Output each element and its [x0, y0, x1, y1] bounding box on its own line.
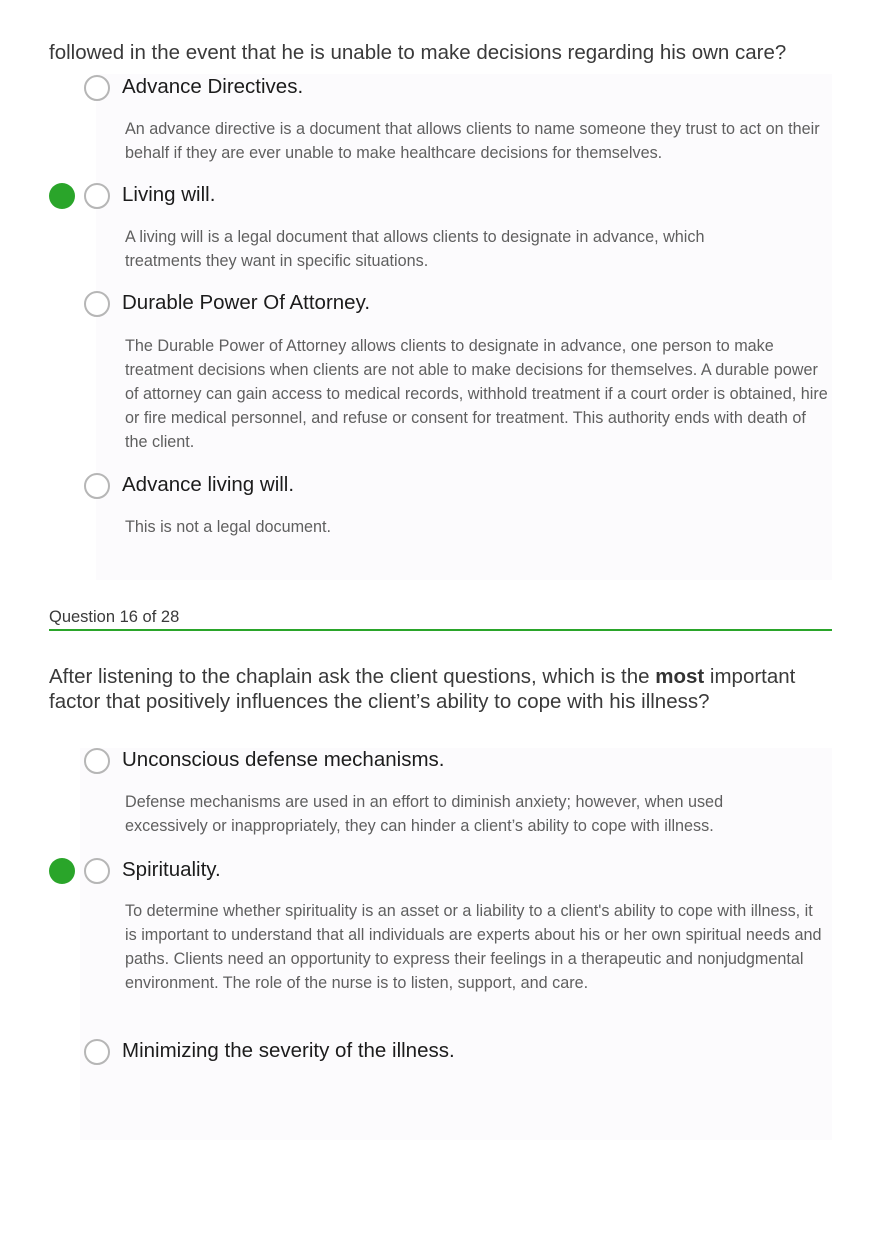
q15-option-1[interactable]: [49, 74, 832, 102]
radio-button[interactable]: [84, 291, 110, 317]
option-label: Spirituality.: [122, 858, 221, 881]
stem-text-end: important factor that positively influences the client’s ability to cope with his illness?: [49, 665, 796, 713]
stem-text-start: After listening to the chaplain ask the client questions, which is the: [49, 665, 656, 688]
radio-button[interactable]: [84, 473, 110, 499]
q16-option-1[interactable]: [49, 747, 832, 775]
radio-button[interactable]: [84, 183, 110, 209]
radio-button[interactable]: [84, 1039, 110, 1065]
q16-rationale-2: To determine whether spirituality is an asset or a liability to a client's ability to cope with illness, it is important to understand that all individuals are experts about his or her own spiritual needs and paths. Clients need an opportunity to express their feelings in a therapeutic and nonjudgmental environment. The role of the nurse is to listen, support, and care.: [125, 902, 822, 992]
q15-option-4[interactable]: [49, 472, 832, 500]
radio-button[interactable]: [84, 858, 110, 884]
q15-rationale-4: This is not a legal document.: [125, 518, 332, 536]
option-label: Durable Power Of Attorney.: [122, 291, 371, 314]
option-label: Advance Directives.: [122, 75, 304, 98]
q16-rationale-1: Defense mechanisms are used in an effort to diminish anxiety; however, when used excessively or inappropriately, they can hinder a client’s ability to cope with illness.: [125, 793, 724, 835]
q15-rationale-3: The Durable Power of Attorney allows clients to designate in advance, one person to make treatment decisions when clients are not able to make decisions for themselves. A durable power of attorney can gain access to medical records, withhold treatment if a court order is obtained, hire or fire medical personnel, and refuse or consent for treatment. This authority ends with death of the client.: [125, 337, 828, 451]
option-label: Advance living will.: [122, 473, 295, 496]
option-label: Minimizing the severity of the illness.: [122, 1039, 455, 1062]
q16-option-2[interactable]: [49, 857, 832, 885]
q15-rationale-1: An advance directive is a document that allows clients to name someone they trust to act on their behalf if they are ever unable to make healthcare decisions for themselves.: [125, 120, 820, 162]
q16-option-3[interactable]: [49, 1038, 832, 1066]
option-label: Unconscious defense mechanisms.: [122, 748, 445, 771]
correct-answer-indicator: [49, 858, 75, 884]
radio-button[interactable]: [84, 75, 110, 101]
q16-stem: [49, 664, 824, 714]
question-counter: Question 16 of 28: [49, 607, 832, 631]
q15-rationale-2: A living will is a legal document that allows clients to designate in advance, which treatments they want in specific situations.: [125, 228, 705, 270]
correct-answer-indicator: [49, 183, 75, 209]
q15-option-2[interactable]: [49, 182, 832, 210]
q15-option-3[interactable]: [49, 290, 832, 318]
radio-button[interactable]: [84, 748, 110, 774]
stem-emphasis: most: [655, 665, 705, 688]
option-label: Living will.: [122, 183, 216, 206]
q15-stem: followed in the event that he is unable to make decisions regarding his own care?: [49, 41, 787, 64]
